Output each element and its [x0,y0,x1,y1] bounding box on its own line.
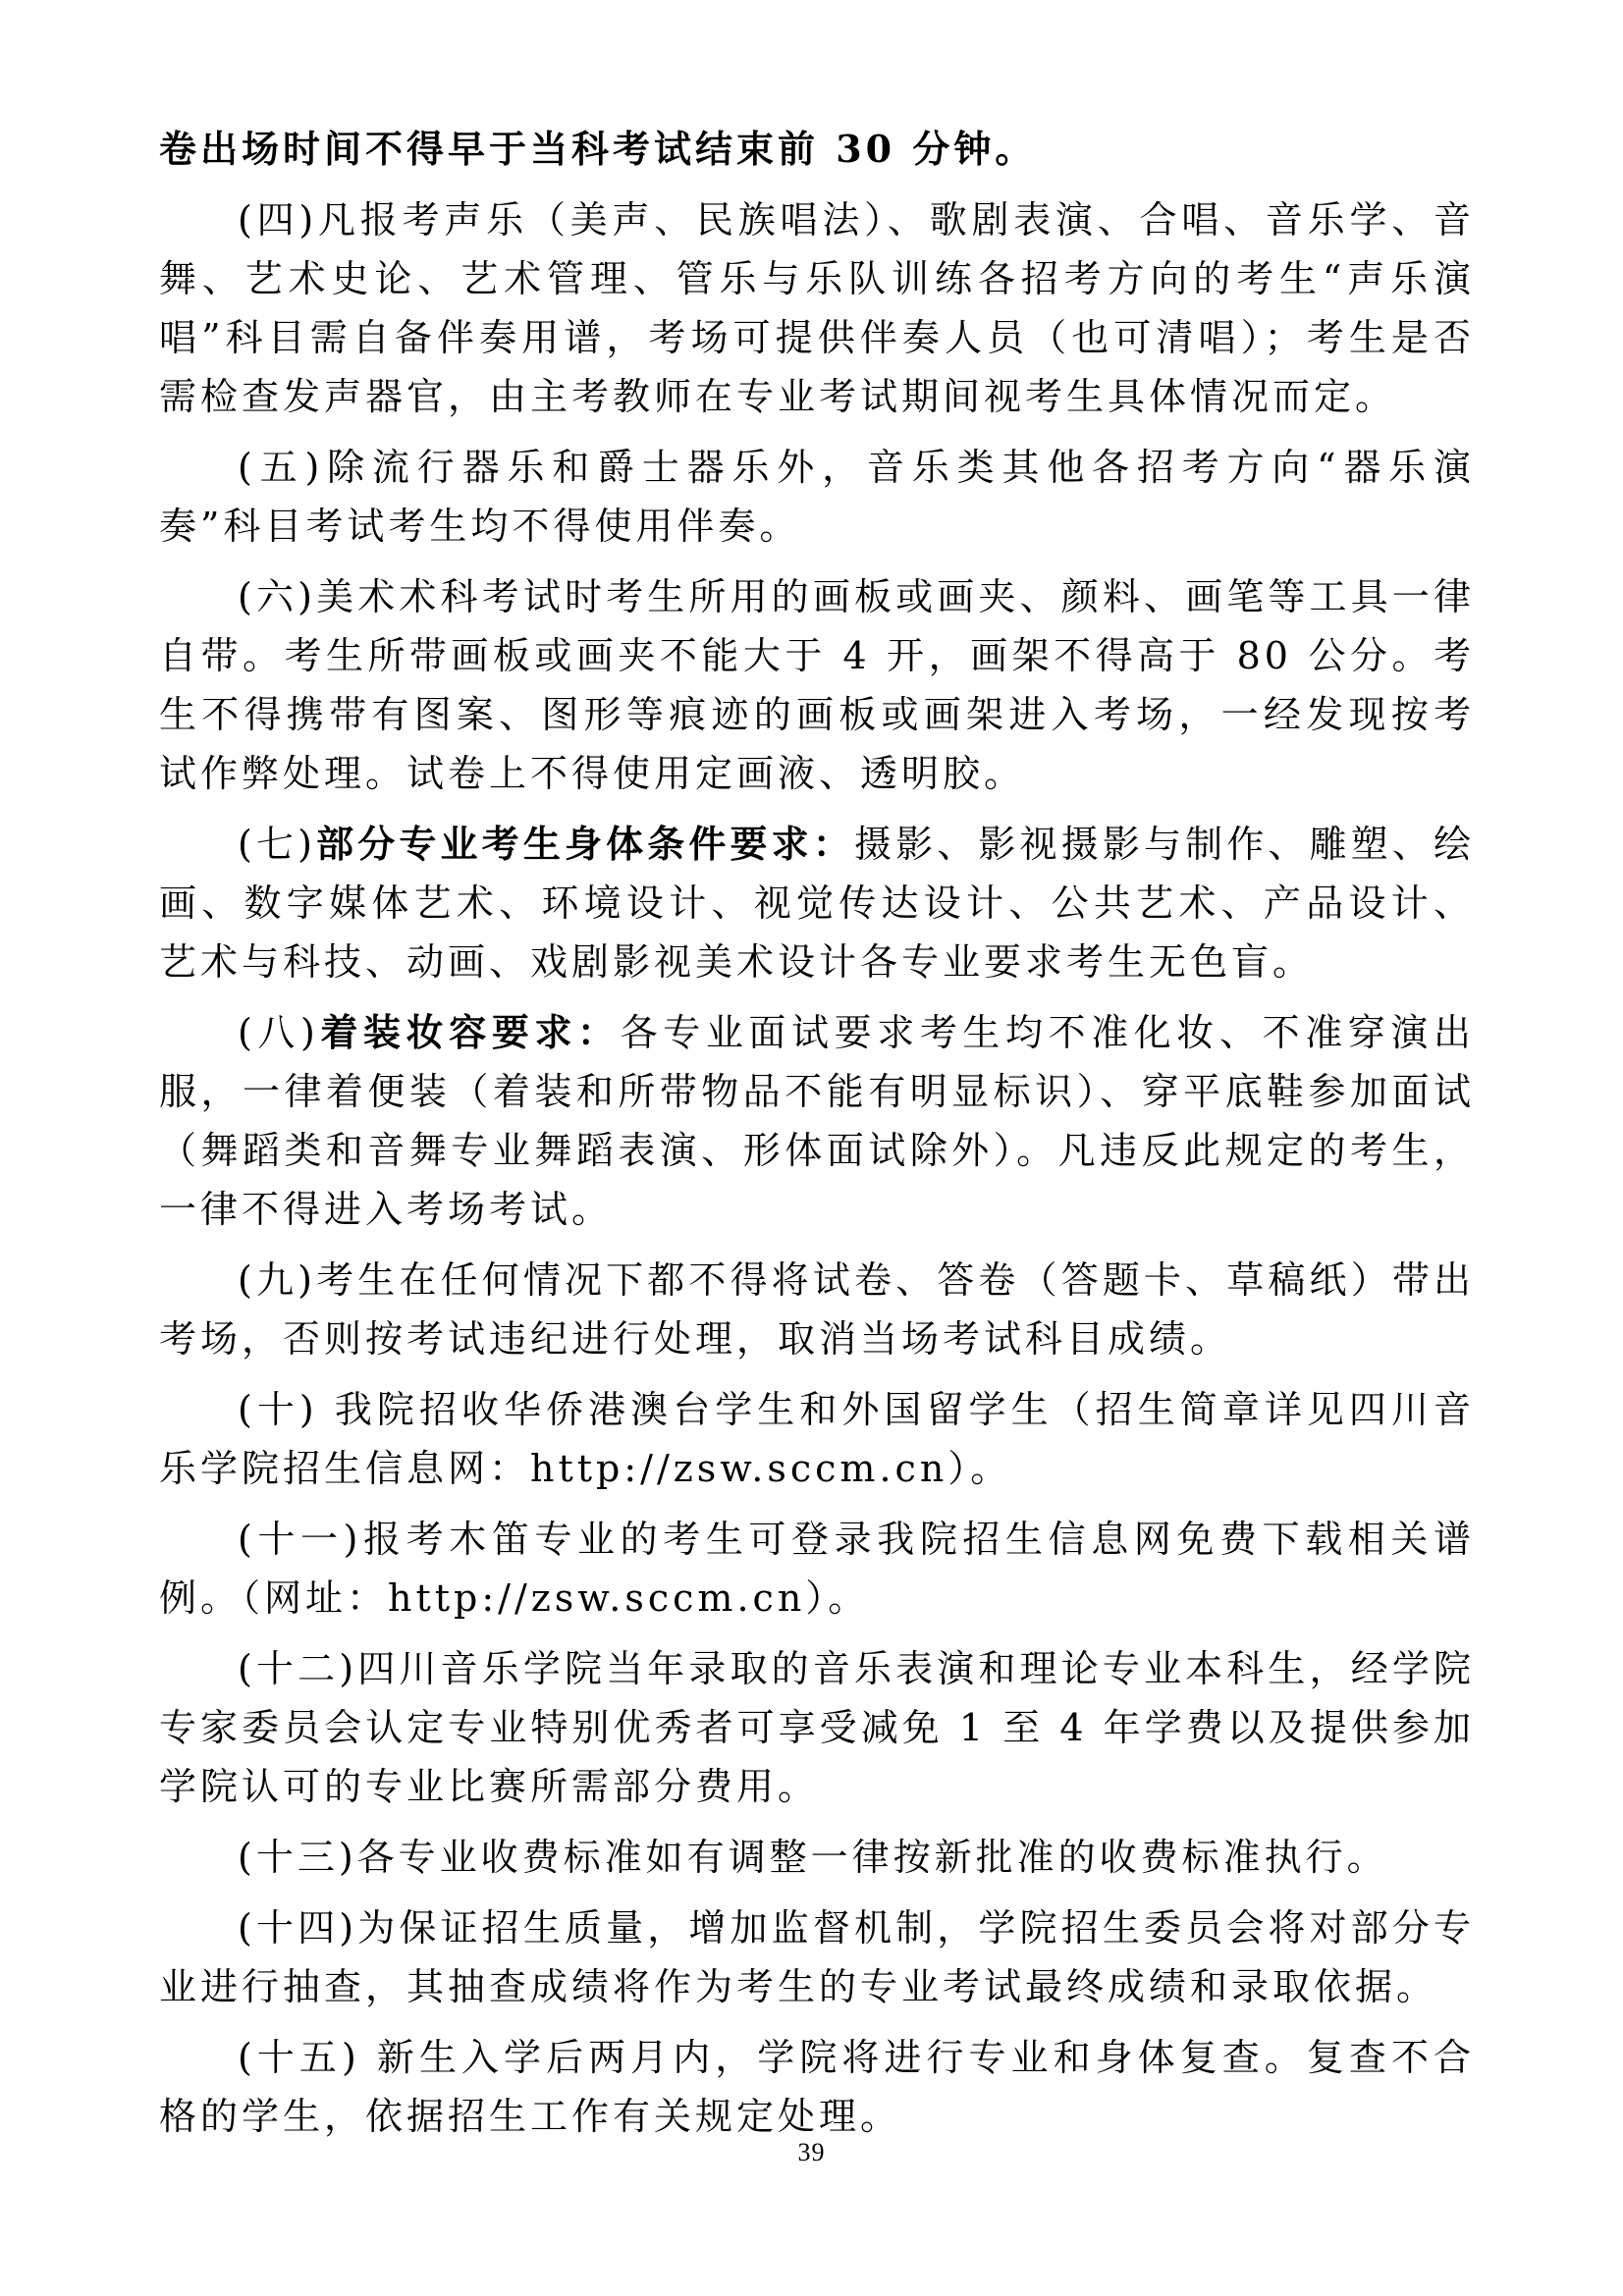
paragraph-bold-heading: 着装妆容要求： [318,1010,621,1054]
paragraph-text: 报考木笛专业的考生可登录我院招生信息网免费下载相关谱例。（网址：http://zsw.sccm.cn）。 [159,1518,1475,1620]
paragraph-item-15 [159,2028,1475,2146]
item-number: (七) [238,823,316,866]
paragraph-text: 除流行器乐和爵士器乐外，音乐类其他各招考方向“器乐演奏”科目考试考生均不得使用伴奏。 [159,446,1475,548]
paragraph-text: 新生入学后两月内，学院将进行专业和身体复查。复查不合格的学生，依据招生工作有关规定处理。 [159,2036,1475,2138]
paragraph-text: 凡报考声乐（美声、民族唱法）、歌剧表演、合唱、音乐学、音舞、艺术史论、艺术管理、管乐与乐队训练各招考方向的考生“声乐演唱”科目需自备伴奏用谱，考场可提供伴奏人员（也可清唱）；考生是否需检查发声器官，由主考教师在专业考试期间视考生具体情况而定。 [159,198,1475,418]
paragraph-text: 摄影、影视摄影与制作、雕塑、绘画、数字媒体艺术、环境设计、视觉传达设计、公共艺术、产品设计、艺术与科技、动画、戏剧影视美术设计各专业要求考生无色盲。 [159,823,1475,984]
item-number: (六) [238,575,316,618]
paragraph-item-12 [159,1639,1475,1816]
paragraph-item-6 [159,567,1475,803]
paragraph-text: 各专业面试要求考生均不准化妆、不准穿演出服，一律着便装（着装和所带物品不能有明显标识）、穿平底鞋参加面试（舞蹈类和音舞专业舞蹈表演、形体面试除外）。凡违反此规定的考生，一律不得进入考场考试。 [159,1011,1475,1231]
paragraph-continued [159,120,1475,179]
paragraph-item-10 [159,1380,1475,1498]
paragraph-item-9 [159,1251,1475,1368]
item-number: (十二) [238,1647,358,1690]
paragraph-item-13 [159,1828,1475,1887]
item-number: (九) [238,1258,316,1302]
page-number: 39 [797,2138,826,2166]
paragraph-text: 考生在任何情况下都不得将试卷、答卷（答题卡、草稿纸）带出考场，否则按考试违纪进行处理，取消当场考试科目成绩。 [159,1258,1475,1361]
item-number: (十四) [238,1906,358,1949]
paragraph-text: 我院招收华侨港澳台学生和外国留学生（招生简章详见四川音乐学院招生信息网：http://zsw.sccm.cn）。 [159,1388,1475,1490]
item-number: (四) [238,198,318,241]
paragraph-bold-heading: 部分专业考生身体条件要求： [315,822,854,866]
paragraph-item-14 [159,1898,1475,2016]
paragraph-text: 为保证招生质量，增加监督机制，学院招生委员会将对部分专业进行抽查，其抽查成绩将作为考生的专业考试最终成绩和录取依据。 [159,1906,1475,2008]
paragraph-text: 美术术科考试时考生所用的画板或画夹、颜料、画笔等工具一律自带。考生所带画板或画夹不能大于 4 开，画架不得高于 80 公分。考生不得携带有图案、图形等痕迹的画板或画架进入考场，一经发现按考试作弊处理。试卷上不得使用定画液、透明胶。 [159,575,1475,795]
item-number: (八) [238,1011,319,1054]
paragraph-item-7 [159,815,1475,991]
paragraph-item-8 [159,1003,1475,1239]
item-number: (五) [238,446,324,489]
paragraph-item-11 [159,1510,1475,1628]
paragraph-text: 四川音乐学院当年录取的音乐表演和理论专业本科生，经学院专家委员会认定专业特别优秀者可享受减免 1 至 4 年学费以及提供参加学院认可的专业比赛所需部分费用。 [159,1647,1475,1808]
paragraph-text: 各专业收费标准如有调整一律按新批准的收费标准执行。 [356,1836,1388,1879]
paragraph-text: 卷出场时间不得早于当科考试结束前 30 分钟。 [159,127,1037,171]
item-number: (十一) [238,1518,362,1561]
paragraph-item-4 [159,190,1475,426]
item-number: (十三) [238,1836,357,1879]
document-page [159,120,1475,2158]
item-number: (十) [238,1388,318,1431]
paragraph-item-5 [159,438,1475,556]
item-number: (十五) [238,2036,360,2079]
